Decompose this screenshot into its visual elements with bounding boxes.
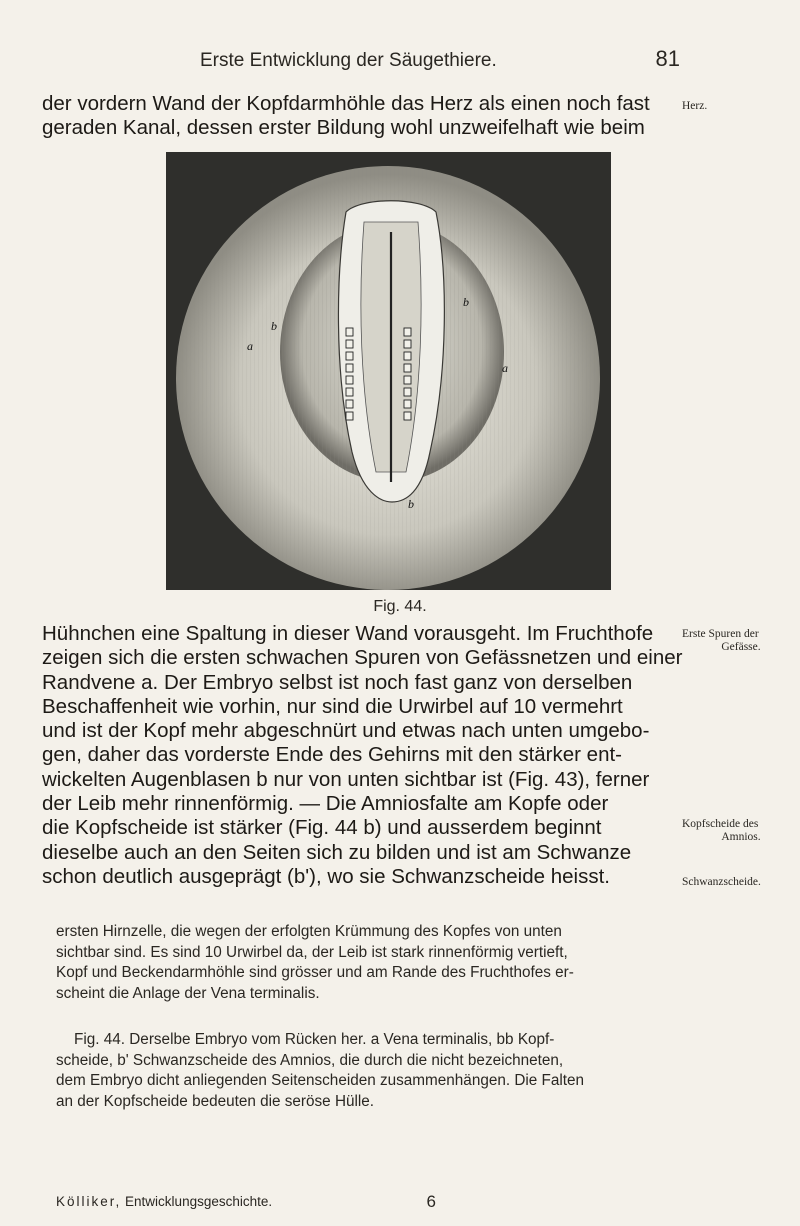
note-line: scheint die Anlage der Vena terminalis. <box>56 984 320 1002</box>
text-line: der vordern Wand der Kopfdarmhöhle das Herz als einen noch fast <box>42 92 650 115</box>
label-a-right: a <box>502 361 508 375</box>
signature-mark: 6 <box>426 1192 436 1211</box>
margin-note-line: Kopfscheide des <box>682 818 759 830</box>
text-line: Hühnchen eine Spaltung in dieser Wand vorausgeht. Im Fruchthofe <box>42 622 654 645</box>
footer-book: Entwicklungsgeschichte. <box>125 1194 273 1209</box>
footer-author: Kölliker, <box>56 1194 122 1209</box>
page-number: 81 <box>655 46 680 71</box>
text-line: die Kopfscheide ist stärker (Fig. 44 b) und ausserdem beginnt <box>42 816 602 840</box>
text-line: wickelten Augenblasen b nur von unten sichtbar ist (Fig. 43), ferner <box>42 767 650 791</box>
text-line: Randvene a. Der Embryo selbst ist noch fast ganz von derselben <box>42 670 633 694</box>
paragraph-main <box>42 622 683 889</box>
text-line: Beschaffenheit wie vorhin, nur sind die Urwirbel auf 10 vermehrt <box>42 694 623 718</box>
margin-note-herz: Herz. <box>682 100 708 112</box>
footnote-fig44 <box>56 1030 666 1112</box>
page-footer <box>56 1194 436 1209</box>
text-line: gen, daher das vorderste Ende des Gehirns mit den stärker ent- <box>42 743 623 767</box>
text-line: schon deutlich ausgeprägt (b'), wo sie Schwanzscheide heisst. <box>42 864 610 888</box>
text-line: dieselbe auch an den Seiten sich zu bilden und ist am Schwanze <box>42 840 632 864</box>
text-line: zeigen sich die ersten schwachen Spuren von Gefässnetzen und einer <box>42 646 683 670</box>
label-b-right: b <box>463 295 469 309</box>
margin-note-kopfscheide <box>682 818 800 844</box>
label-b-bottom: b <box>408 497 414 511</box>
margin-note-line: Gefässe. <box>721 641 761 653</box>
label-b-left: b <box>271 319 277 333</box>
text-line: und ist der Kopf mehr abgeschnürt und etwas nach unten umgebo- <box>42 719 650 743</box>
embryo-illustration <box>166 152 611 590</box>
running-title: Erste Entwicklung der Säugethiere. <box>200 50 497 71</box>
margin-note-schwanzscheide: Schwanzscheide. <box>682 876 761 888</box>
note-line: scheide, b' Schwanzscheide des Amnios, die durch die nicht bezeichneten, <box>56 1051 564 1069</box>
margin-note-line: Erste Spuren der <box>682 628 759 640</box>
text-line: geraden Kanal, dessen erster Bildung wohl unzweifelhaft wie beim <box>42 116 645 140</box>
embryo-figure <box>166 152 611 590</box>
text-line: der Leib mehr rinnenförmig. — Die Amniosfalte am Kopfe oder <box>42 792 609 816</box>
note-line: dem Embryo dicht anliegenden Seitenscheiden zusammenhängen. Die Falten <box>56 1072 585 1090</box>
figure-caption: Fig. 44. <box>373 598 427 615</box>
note-line: Kopf und Beckendarmhöhle sind grösser und am Rande des Fruchthofes er- <box>56 964 574 982</box>
note-line: sichtbar sind. Es sind 10 Urwirbel da, der Leib ist stark rinnenförmig vertieft, <box>56 943 568 961</box>
footnote-fig43 <box>56 922 666 1004</box>
note-line: Fig. 44. Derselbe Embryo vom Rücken her. a Vena terminalis, bb Kopf- <box>74 1031 555 1048</box>
note-line: an der Kopfscheide bedeuten die seröse Hülle. <box>56 1092 375 1110</box>
label-a-left: a <box>247 339 253 353</box>
note-line: ersten Hirnzelle, die wegen der erfolgten Krümmung des Kopfes von unten <box>56 923 562 940</box>
margin-note-gefaesse <box>682 628 800 654</box>
paragraph-top <box>42 92 660 141</box>
margin-note-line: Amnios. <box>721 831 761 843</box>
